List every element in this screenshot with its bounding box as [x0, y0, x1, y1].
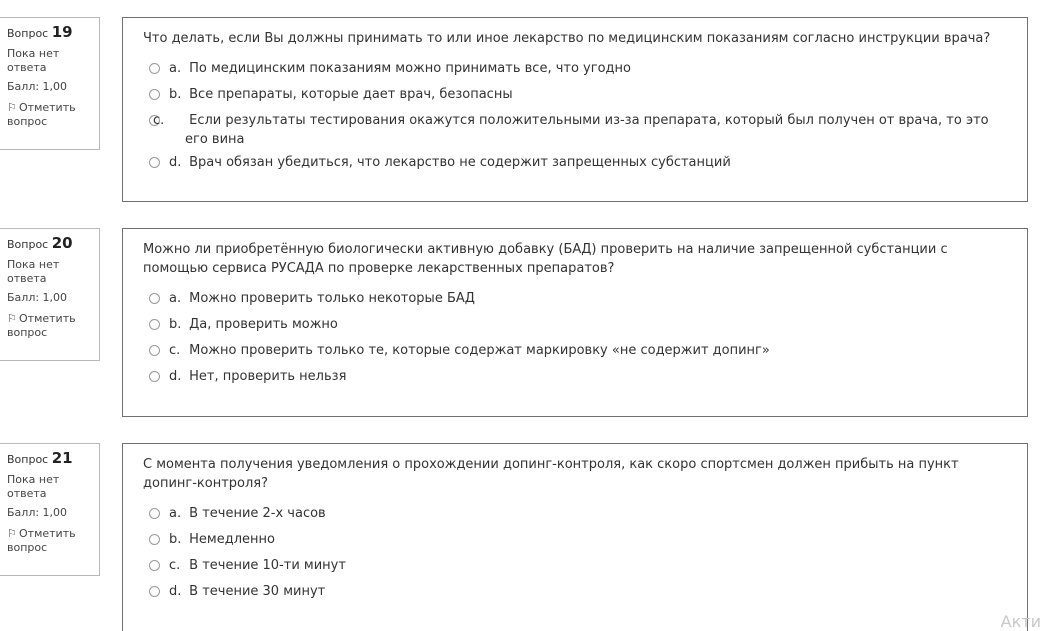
question-label: Вопрос	[7, 27, 49, 40]
answer-text: Немедленно	[189, 532, 275, 547]
question-info-21	[0, 443, 100, 576]
flag-label: Отметить вопрос	[7, 312, 76, 339]
answer-option-c[interactable]	[143, 341, 1008, 360]
score: Балл: 1,00	[7, 80, 68, 93]
radio-button[interactable]	[149, 345, 160, 356]
radio-button[interactable]	[149, 63, 160, 74]
answer-option-c[interactable]	[143, 111, 1008, 149]
answer-letter: b.	[169, 532, 182, 547]
answer-letter: c.	[169, 558, 181, 573]
question-number	[7, 450, 93, 468]
radio-button[interactable]	[149, 371, 160, 382]
answer-option-c[interactable]	[143, 556, 1008, 575]
answer-option-b[interactable]	[143, 85, 1008, 104]
question-box-21	[122, 443, 1028, 631]
radio-button[interactable]	[149, 534, 160, 545]
flag-icon: ⚐	[7, 312, 17, 325]
answer-text: Можно проверить только те, которые содержат маркировку «не содержит допинг»	[189, 343, 770, 358]
answer-option-d[interactable]	[143, 582, 1008, 601]
answer-list	[143, 59, 1008, 172]
answer-list	[143, 289, 1008, 386]
answer-status: Пока нет ответа	[7, 473, 60, 500]
flag-label: Отметить вопрос	[7, 101, 76, 128]
answer-letter: d.	[169, 155, 182, 170]
question-box-20	[122, 228, 1028, 417]
answer-letter: d.	[169, 369, 182, 384]
answer-letter: b.	[169, 317, 182, 332]
answer-text: В течение 10-ти минут	[189, 558, 346, 573]
answer-letter: a.	[169, 61, 182, 76]
answer-text: Врач обязан убедиться, что лекарство не содержит запрещенных субстанций	[189, 155, 731, 170]
answer-text: Можно проверить только некоторые БАД	[189, 291, 475, 306]
answer-status: Пока нет ответа	[7, 258, 60, 285]
flag-question-button[interactable]	[7, 101, 87, 129]
answer-text: В течение 30 минут	[189, 584, 326, 599]
answer-letter: b.	[169, 87, 182, 102]
answer-letter: a.	[169, 506, 182, 521]
question-number	[7, 24, 93, 42]
question-number	[7, 235, 93, 253]
flag-icon: ⚐	[7, 527, 17, 540]
question-text: С момента получения уведомления о прохождении допинг-контроля, как скоро спортсмен должен прибыть на пункт допинг-контроля?	[143, 457, 959, 491]
question-box-19	[122, 17, 1028, 202]
radio-button[interactable]	[149, 157, 160, 168]
answer-text: Если результаты тестирования окажутся положительными из-за препарата, который был получен от врача, то это его вина	[185, 113, 989, 147]
radio-button[interactable]	[149, 293, 160, 304]
answer-letter: c.	[153, 113, 165, 128]
radio-button[interactable]	[149, 586, 160, 597]
flag-question-button[interactable]	[7, 527, 87, 555]
activation-watermark: Акти	[1000, 612, 1041, 631]
radio-button[interactable]	[149, 508, 160, 519]
answer-list	[143, 504, 1008, 601]
question-text: Можно ли приобретённую биологически активную добавку (БАД) проверить на наличие запрещенной субстанции с помощью сервиса РУСАДА по проверке лекарственных препаратов?	[143, 242, 948, 276]
radio-button[interactable]	[149, 319, 160, 330]
question-info-20	[0, 228, 100, 361]
flag-icon: ⚐	[7, 101, 17, 114]
question-label: Вопрос	[7, 453, 49, 466]
question-number-value: 19	[51, 23, 73, 41]
question-info-19	[0, 17, 100, 150]
answer-text: Все препараты, которые дает врач, безопасны	[189, 87, 513, 102]
answer-option-a[interactable]	[143, 59, 1008, 78]
score: Балл: 1,00	[7, 506, 68, 519]
answer-option-b[interactable]	[143, 530, 1008, 549]
answer-option-a[interactable]	[143, 289, 1008, 308]
answer-option-d[interactable]	[143, 367, 1008, 386]
answer-option-a[interactable]	[143, 504, 1008, 523]
answer-text: В течение 2-х часов	[189, 506, 326, 521]
answer-status: Пока нет ответа	[7, 47, 60, 74]
answer-text: Нет, проверить нельзя	[189, 369, 347, 384]
question-text: Что делать, если Вы должны принимать то или иное лекарство по медицинским показаниям согласно инструкции врача?	[143, 31, 991, 46]
question-label: Вопрос	[7, 238, 49, 251]
flag-question-button[interactable]	[7, 312, 87, 340]
answer-option-b[interactable]	[143, 315, 1008, 334]
answer-option-d[interactable]	[143, 153, 1008, 172]
answer-letter: d.	[169, 584, 182, 599]
answer-letter: c.	[169, 343, 181, 358]
radio-button[interactable]	[149, 89, 160, 100]
flag-label: Отметить вопрос	[7, 527, 76, 554]
answer-text: По медицинским показаниям можно принимать все, что угодно	[189, 61, 631, 76]
question-number-value: 20	[51, 234, 73, 252]
answer-letter: a.	[169, 291, 182, 306]
question-number-value: 21	[51, 449, 73, 467]
answer-text: Да, проверить можно	[189, 317, 338, 332]
radio-button[interactable]	[149, 560, 160, 571]
score: Балл: 1,00	[7, 291, 68, 304]
